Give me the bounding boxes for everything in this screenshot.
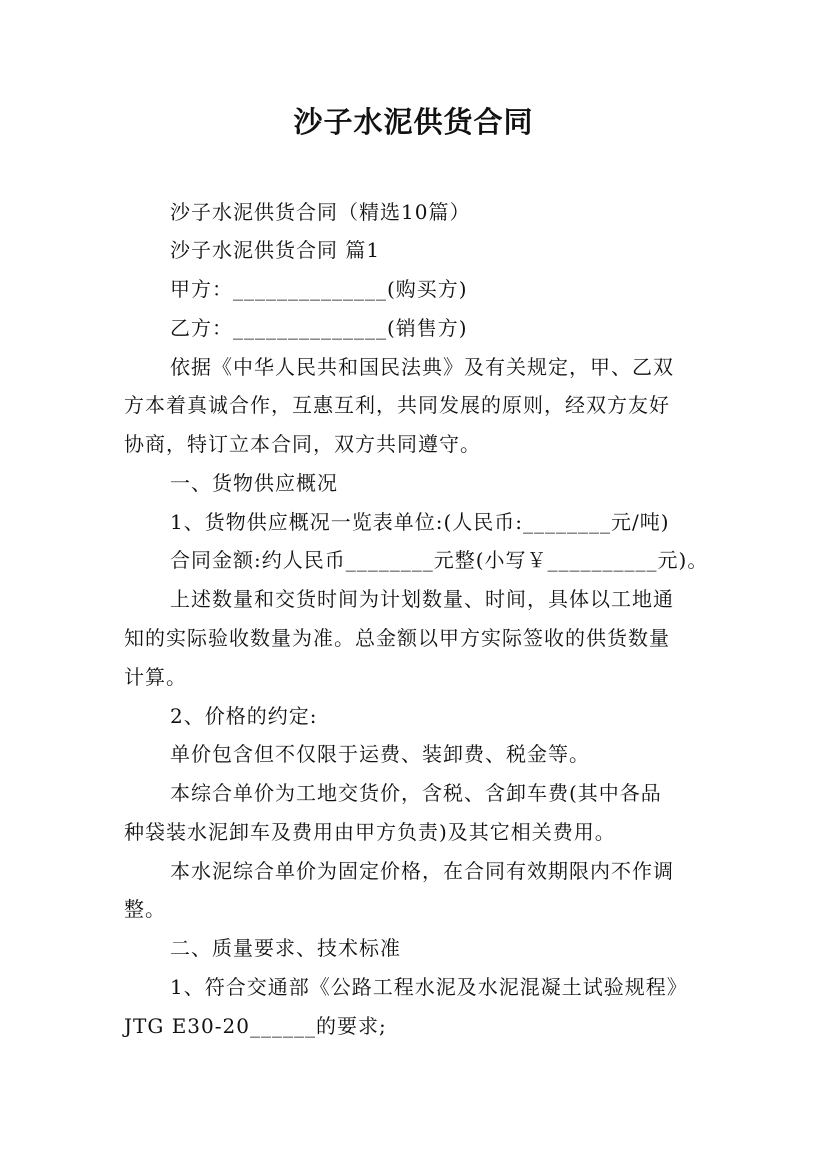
text-line: JTG E30-20______的要求;	[124, 1014, 387, 1038]
text-line: 沙子水泥供货合同 篇1	[170, 238, 381, 262]
text-line: 知的实际验收数量为准。总金额以甲方实际签收的供货数量	[124, 626, 670, 650]
text-line: 整。	[124, 897, 166, 921]
text-line: 单价包含但不仅限于运费、装卸费、税金等。	[170, 742, 590, 766]
text-line: 甲方：______________(购买方)	[170, 277, 468, 301]
text-line: 一、货物供应概况	[170, 471, 338, 495]
text-line: 依据《中华人民共和国民法典》及有关规定，甲、乙双	[170, 355, 674, 379]
text-line: 协商，特订立本合同，双方共同遵守。	[124, 432, 481, 456]
text-line: 本综合单价为工地交货价，含税、含卸车费(其中各品	[170, 781, 662, 805]
text-line: 本水泥综合单价为固定价格，在合同有效期限内不作调	[170, 859, 674, 883]
text-line: 方本着真诚合作，互惠互利，共同发展的原则，经双方友好	[124, 393, 670, 417]
text-line: 计算。	[124, 665, 187, 689]
text-line: 种袋装水泥卸车及费用由甲方负责)及其它相关费用。	[124, 820, 616, 844]
text-line: 沙子水泥供货合同（精选10篇）	[170, 200, 471, 224]
text-line: 二、质量要求、技术标准	[170, 936, 401, 960]
text-line: 2、价格的约定:	[170, 704, 318, 728]
text-line: 乙方：______________(销售方)	[170, 316, 468, 340]
text-line: 1、货物供应概况一览表单位:(人民币:________元/吨)	[170, 510, 670, 534]
text-line: 1、符合交通部《公路工程水泥及水泥混凝土试验规程》	[170, 975, 688, 999]
text-line: 合同金额:约人民币________元整(小写￥__________元)。	[170, 548, 709, 572]
document-title: 沙子水泥供货合同	[293, 105, 534, 139]
text-line: 上述数量和交货时间为计划数量、时间，具体以工地通	[170, 587, 674, 611]
